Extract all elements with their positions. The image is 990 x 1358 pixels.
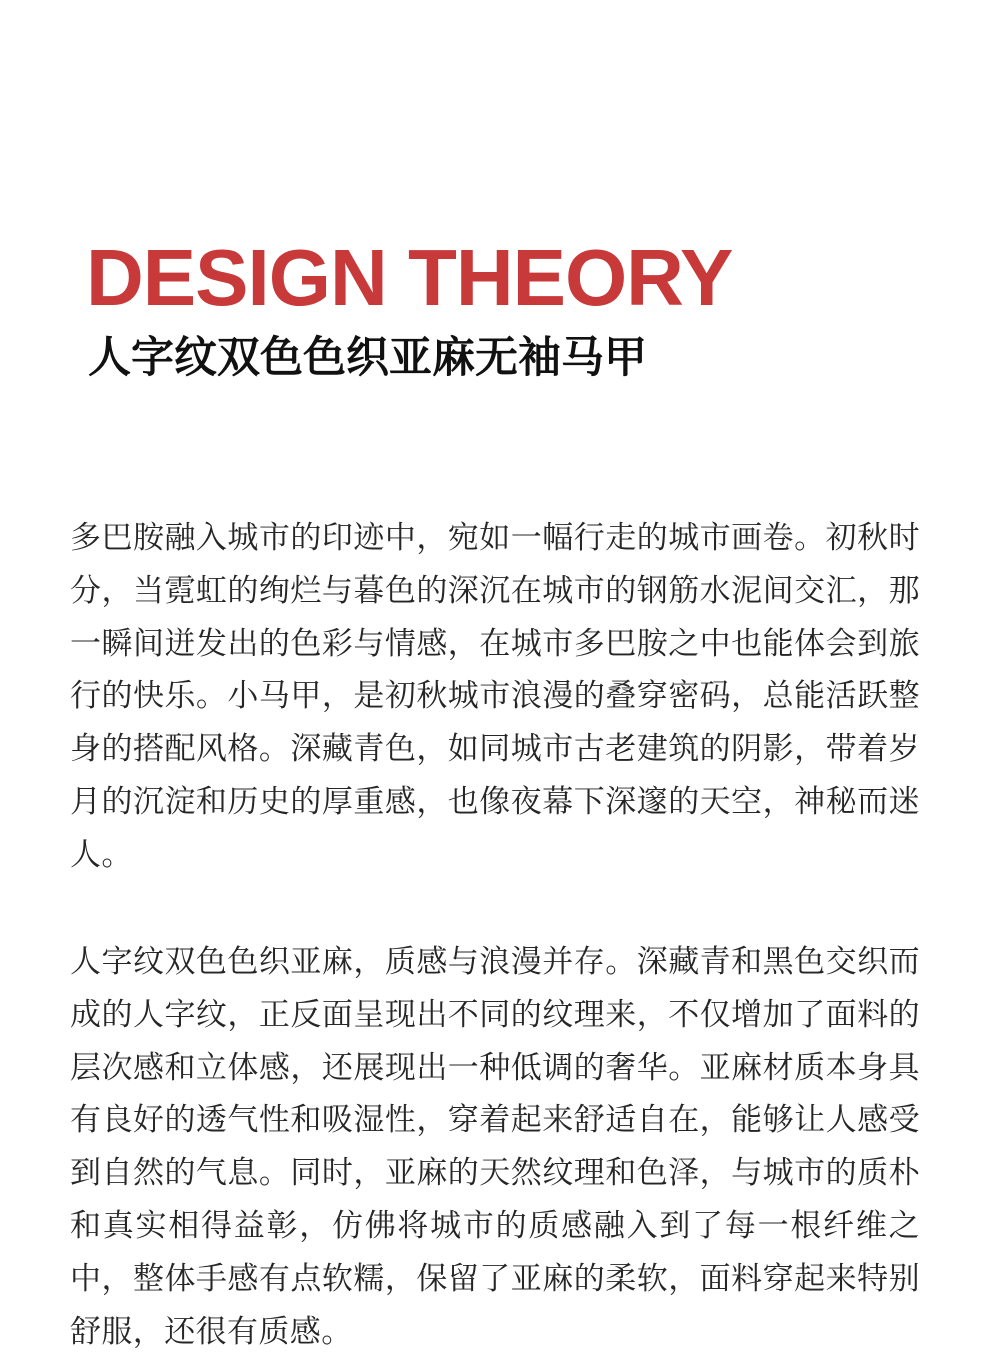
body-paragraph-1: 多巴胺融入城市的印迹中，宛如一幅行走的城市画卷。初秋时分，当霓虹的绚烂与暮色的深沉在城市的钢筋水泥间交汇，那一瞬间迸发出的色彩与情感，在城市多巴胺之中也能体会到旅行的快乐。小马甲，是初秋城市浪漫的叠穿密码，总能活跃整身的搭配风格。深藏青色，如同城市古老建筑的阴影，带着岁月的沉淀和历史的厚重感，也像夜幕下深邃的天空，神秘而迷人。 xyxy=(70,520,920,873)
page-title-english: DESIGN THEORY xyxy=(86,233,733,322)
body-paragraph-2: 人字纹双色色织亚麻，质感与浪漫并存。深藏青和黑色交织而成的人字纹，正反面呈现出不同的纹理来，不仅增加了面料的层次感和立体感，还展现出一种低调的奢华。亚麻材质本身具有良好的透气性和吸湿性，穿着起来舒适自在，能够让人感受到自然的气息。同时，亚麻的天然纹理和色泽，与城市的质朴和真实相得益彰，仿佛将城市的质感融入到了每一根纤维之中，整体手感有点软糯，保留了亚麻的柔软，面料穿起来特别舒服，还很有质感。 xyxy=(70,944,920,1350)
page-subtitle-chinese: 人字纹双色色织亚麻无袖马甲 xyxy=(88,333,647,383)
